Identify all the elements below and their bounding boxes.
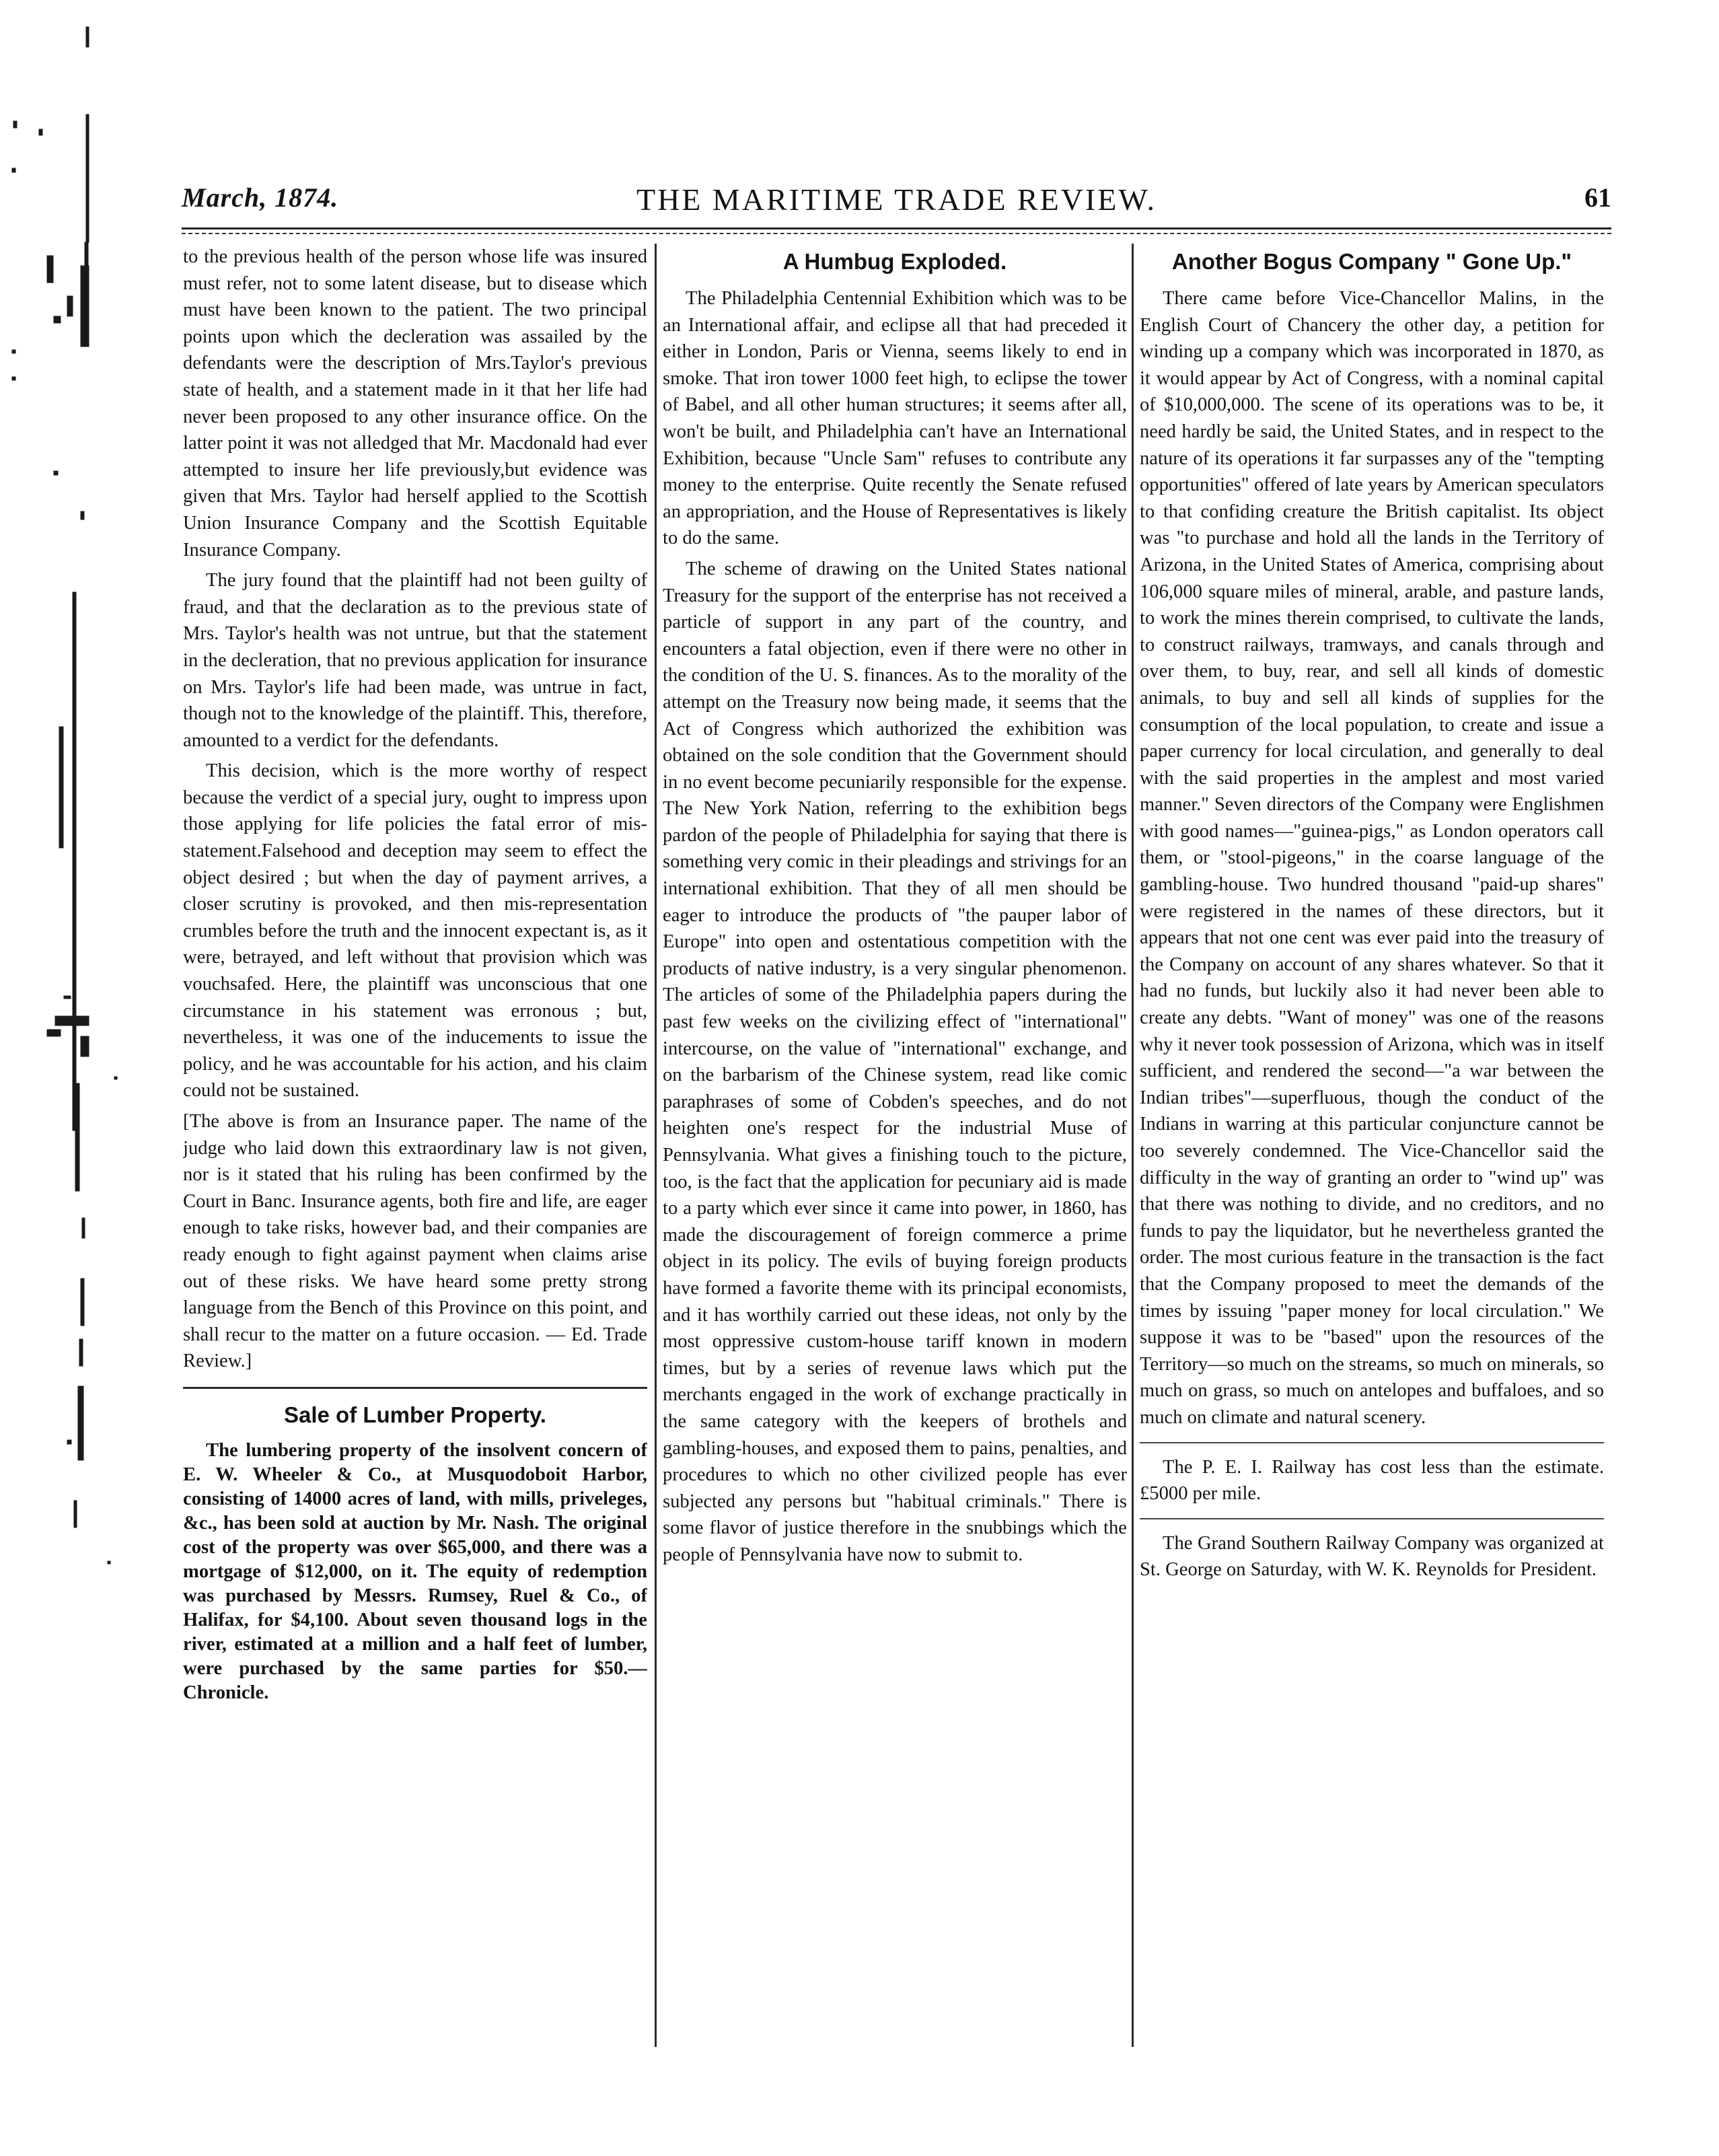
article-separator <box>183 1387 647 1389</box>
humbug-article-heading: A Humbug Exploded. <box>782 249 1007 274</box>
bogus-company-heading: Another Bogus Company " Gone Up." <box>1171 249 1572 274</box>
lumber-article-heading: Sale of Lumber Property. <box>284 1402 546 1427</box>
insurance-article-paragraph-3: This decision, which is the more worthy of respect because the verdict of a special jury, ought to impress upon those applying for life policies the fatal error of mis-statement.Falsehood and deception may seem to effect the object desired ; but when the day of payment arrives, a closer scrutiny is provoked, and then mis-representation crumbles before the truth and the innocent expectant is, as it were, betrayed, and left without that provision which was vouchsafed. Here, the plaintiff was unconscious that one circumstance in his statement was erronous ; but, nevertheless, it was one of the inducements to issue the policy, and he was accountable for his action, and his claim could not be sustained. <box>183 760 647 1102</box>
header-rule <box>182 227 1611 234</box>
column-rule-left <box>655 244 657 2047</box>
column-1 <box>183 244 647 2060</box>
humbug-article-paragraph-2: The scheme of drawing on the United States national Treasury for the support of the enterprise has not received a particle of support in any part of the country, and encounters a fatal objection, even if there were no other in the condition of the U. S. finances. As to the morality of the attempt on the Treasury now being made, it seems that the Act of Congress which authorized the exhibition was obtained on the sole condition that the Government should in no event become pecuniarily responsible for the expense. The New York Nation, referring to the exhibition begs pardon of the people of Philadelphia for saying that there is something very comic in their pleadings and strivings for an international exhibition. That they of all men should be eager to introduce the products of "the pauper labor of Europe" into open and ostentatious competition with the products of native industry, is a very singular phenomenon. The articles of some of the Philadelphia papers during the past few weeks on the civilizing effect of "international" intercourse, on the value of "international" exchange, and on the barbarism of the Chinese system, read like comic paraphrases of some of Cobden's speeches, and do not heighten one's respect for the industrial Muse of Pennsylvania. What gives a finishing touch to the picture, too, is the fact that the application for pecuniary aid is made to a party which ever since it came into power, in 1860, has made the discouragement of foreign commerce a prime object in its policy. The evils of buying foreign products have formed a favorite theme with its principal economists, and it has worthily carried out these ideas, not only by the most oppressive custom-house tariff known in modern times, but by a series of revenue laws which put the merchants engaged in the work of exchange practically in the same category with the keepers of brothels and gambling-houses, and exposed them to pains, penalties, and procedures to which no other civilized people has ever subjected any persons but "habitual criminals." There is some flavor of justice therefore in the snubbings which the people of Pennsylvania have now to submit to. <box>663 558 1127 1565</box>
column-rule-right <box>1132 244 1134 2047</box>
issue-date: March, 1874. <box>182 182 339 213</box>
scan-edge-artifacts <box>0 0 155 2156</box>
lumber-article-text: The lumbering property of the insolvent concern of E. W. Wheeler & Co., at Musquodoboit Harbor, consisting of 14000 acres of land, with mills, priveleges, &c., has been sold at auction by Mr. Nash. The original cost of the property was over $65,000, and there was a mortgage of $12,000, on it. The equity of redemption was purchased by Messrs. Rumsey, Ruel & Co., of Halifax, for $4,100. About seven thousand logs in the river, estimated at a million and a half feet of lumber, were purchased by the same parties for $50.—Chronicle. <box>183 1439 647 1703</box>
editor-note: [The above is from an Insurance paper. The name of the judge who laid down this extraordinary law is not given, nor is it stated that his ruling has been confirmed by the Court in Banc. Insurance agents, both fire and life, are eager enough to take risks, however bad, and their companies are ready enough to fight against payment when claims arise out of these risks. We have heard some pretty strong language from the Bench of this Province on this point, and shall recur to the matter on a future occasion. — Ed. Trade Review.] <box>183 1111 647 1372</box>
pei-railway-item: The P. E. I. Railway has cost less than the estimate. £5000 per mile. <box>1140 1456 1604 1505</box>
bogus-company-paragraph: There came before Vice-Chancellor Malins, in the English Court of Chancery the other day, a petition for winding up a company which was incorporated in 1870, as it would appear by Act of Congress, with a nominal capital of $10,000,000. The scene of its operations was to be, it need hardly be said, the United States, and in respect to the nature of its operations it far surpasses any of the "tempting opportunities" offered of late years by American speculators to that confiding creature the British capitalist. Its object was "to purchase and hold all the lands in the Territory of Arizona, in the United States of America, comprising about 106,000 square miles of mineral, arable, and pasture lands, to work the mines therein comprised, to cultivate the lands, to construct railways, tramways, and canals through and over them, to buy, rear, and sell all kinds of domestic animals, to buy and sell all kinds of supplies for the consumption of the local population, to create and issue a paper currency for local circulation, and generally to deal with the said properties in the amplest and most varied manner." Seven directors of the Company were Englishmen with good names—"guinea-pigs," as London operators call them, or "stool-pigeons," in the coarse language of the gambling-house. Two hundred thousand "paid-up shares" were registered in the names of these directors, but it appears that not one cent was ever paid into the treasury of the Company on account of any shares whatever. So that it had no funds, but luckily also it had never been able to create any debts. "Want of money" was one of the reasons why it never took possession of Arizona, which was in itself sufficient, and rendered the second—"a war between the Indian tribes"—superfluous, though the conduct of the Indians in warring at this particular conjuncture cannot be too severely condemned. The Vice-Chancellor said the difficulty in the way of granting an order to "wind up" was that there was nothing to divide, and no creditors, and no funds to pay the liquidator, but he nevertheless granted the order. The most curious feature in the transaction is the fact that the Company proposed to meet the demands of the times by issuing "paper money for local circulation." We suppose it was to be "based" upon the resources of the Territory—so much on the streams, so much on minerals, so much on grass, so much on antelopes and buffaloes, and so much on climate and natural scenery. <box>1140 288 1604 1428</box>
column-2 <box>663 244 1127 2060</box>
item-separator-2 <box>1140 1518 1604 1519</box>
running-head <box>182 182 1611 229</box>
journal-title: THE MARITIME TRADE REVIEW. <box>636 182 1157 217</box>
item-separator-1 <box>1140 1442 1604 1443</box>
column-3 <box>1140 244 1604 2060</box>
insurance-article-paragraph-1: to the previous health of the person whose life was insured must refer, not to some latent disease, but to disease which must have been known to the patient. The two principal points upon which the decleration was assailed by the defendants were the description of Mrs.Taylor's previous state of health, and a statement made in it that her life had never been proposed to any other insurance office. On the latter point it was not alledged that Mr. Macdonald had ever attempted to insure her life previously,but evidence was given that Mrs. Taylor had herself applied to the Scottish Union Insurance Company and the Scottish Equitable Insurance Company. <box>183 246 647 561</box>
grand-southern-railway-item: The Grand Southern Railway Company was organized at St. George on Saturday, with W. K. Reynolds for President. <box>1140 1532 1604 1581</box>
insurance-article-paragraph-2: The jury found that the plaintiff had not been guilty of fraud, and that the declaration as to the previous state of Mrs. Taylor's health was not untrue, but that the statement in the decleration, that no previous application for insurance on Mrs. Taylor's life had been made, was untrue in fact, though not to the knowledge of the plaintiff. This, therefore, amounted to a verdict for the defendants. <box>183 570 647 751</box>
page-number: 61 <box>1584 182 1611 213</box>
humbug-article-paragraph-1: The Philadelphia Centennial Exhibition which was to be an International affair, and eclipse all that had preceded it either in London, Paris or Vienna, seems likely to end in smoke. That iron tower 1000 feet high, to eclipse the tower of Babel, and all other human structures; it seems after all, won't be built, and Philadelphia can't have an International Exhibition, because "Uncle Sam" refuses to contribute any money to the enterprise. Quite recently the Senate refused an appropriation, and the House of Representatives is likely to do the same. <box>663 288 1127 549</box>
